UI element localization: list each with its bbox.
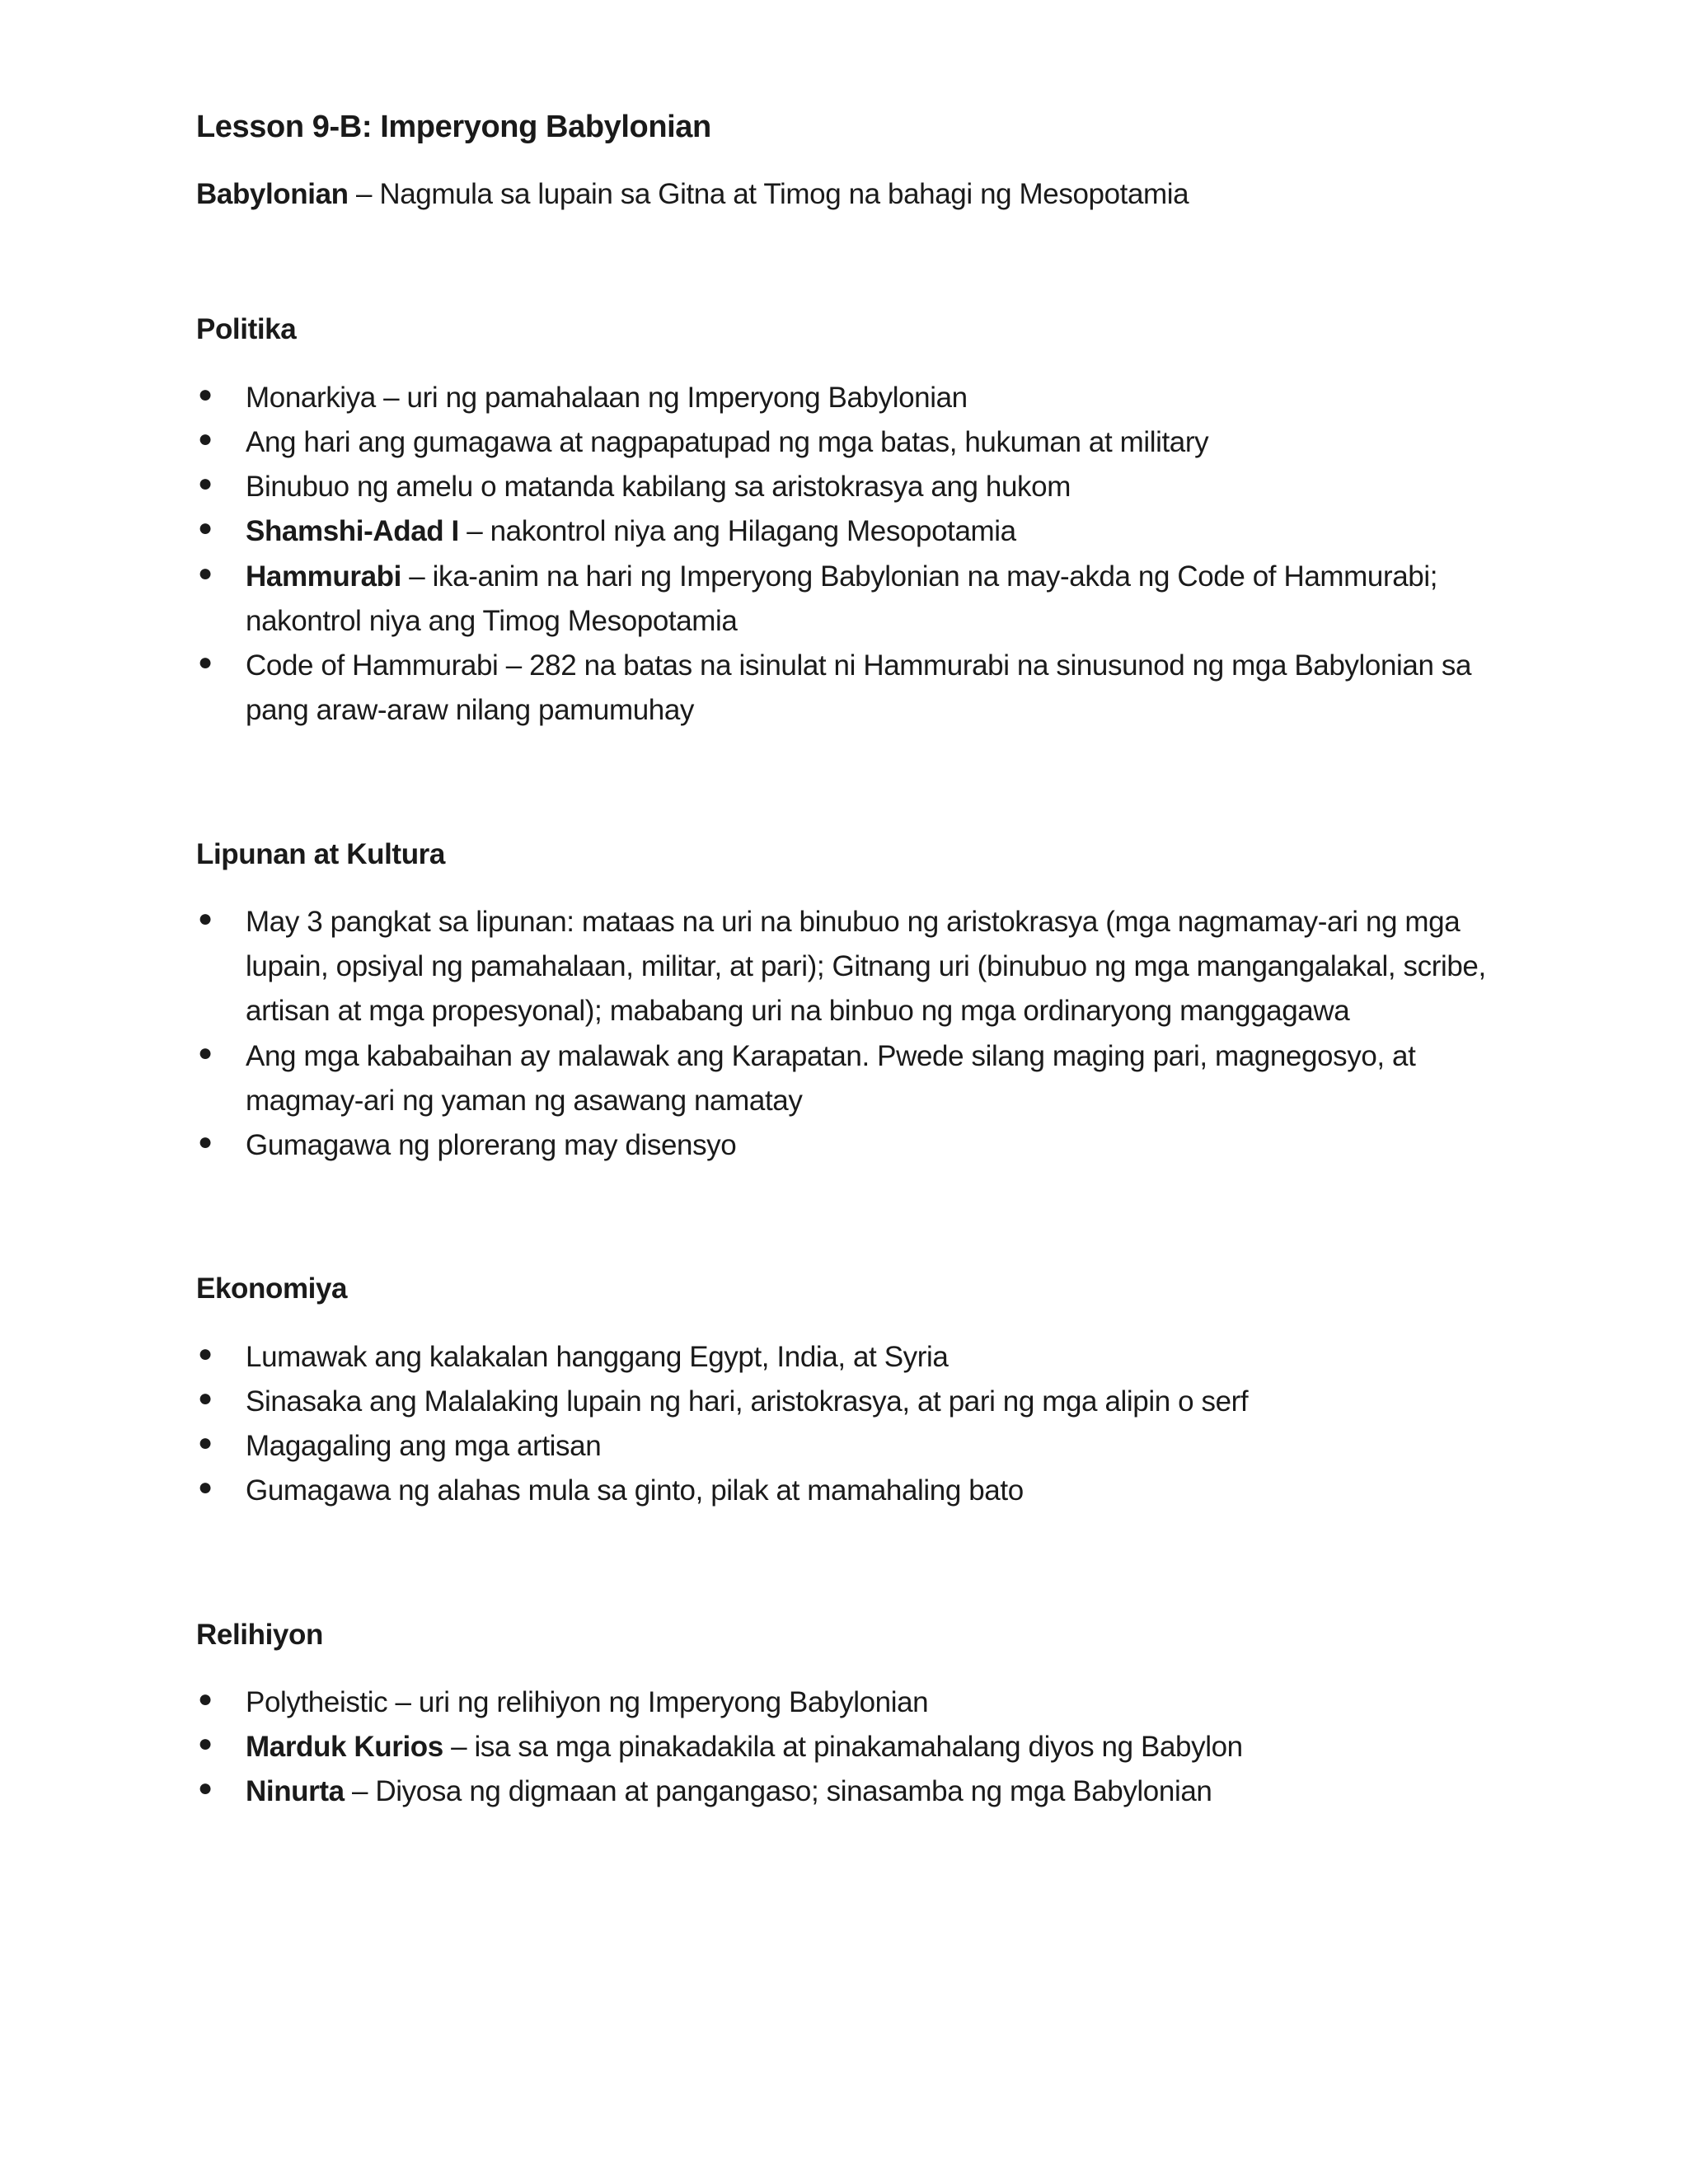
section-heading: Ekonomiya xyxy=(196,1272,348,1305)
item-term: Hammurabi xyxy=(246,560,401,593)
section-heading: Relihiyon xyxy=(196,1618,323,1651)
item-text: Polytheistic – uri ng relihiyon ng Imperyong Babylonian xyxy=(246,1685,929,1718)
item-text: Code of Hammurabi – 282 na batas na isinulat ni Hammurabi na sinusunod ng mga Babylonian sa pang araw-araw nilang pamumuhay xyxy=(246,649,1472,727)
item-text: Monarkiya – uri ng pamahalaan ng Imperyong Babylonian xyxy=(246,381,968,414)
item-text: Sinasaka ang Malalaking lupain ng hari, aristokrasya, at pari ng mga alipin o serf xyxy=(246,1385,1249,1418)
bullet-icon: ● xyxy=(198,1774,213,1802)
list-item xyxy=(196,1680,1507,1725)
bullet-icon: ● xyxy=(198,904,213,932)
bullet-icon: ● xyxy=(198,380,213,408)
bullet-icon: ● xyxy=(198,424,213,452)
list-item xyxy=(196,644,1507,733)
item-text: – ika-anim na hari ng Imperyong Babylonian na may-akda ng Code of Hammurabi; nakontrol niya ang Timog Mesopotamia xyxy=(246,560,1438,637)
item-term: Marduk Kurios xyxy=(246,1731,443,1764)
bullet-icon: ● xyxy=(198,1339,213,1367)
intro-term: Babylonian xyxy=(196,178,349,211)
bullet-icon: ● xyxy=(198,1730,213,1758)
bullet-icon: ● xyxy=(198,1474,213,1502)
intro-definition xyxy=(196,172,1507,217)
list-item xyxy=(196,1469,1507,1513)
list-item xyxy=(196,376,1507,420)
item-text: Binubuo ng amelu o matanda kabilang sa aristokrasya ang hukom xyxy=(246,471,1071,504)
item-term: Ninurta xyxy=(246,1775,345,1808)
bullet-icon: ● xyxy=(198,1429,213,1457)
item-text: – nakontrol niya ang Hilagang Mesopotamia xyxy=(458,515,1016,548)
item-text: Ang hari ang gumagawa at nagpapatupad ng mga batas, hukuman at military xyxy=(246,425,1209,458)
list-item xyxy=(196,555,1507,644)
bullet-icon: ● xyxy=(198,470,213,498)
intro-text: – Nagmula sa lupain sa Gitna at Timog na bahagi ng Mesopotamia xyxy=(348,178,1189,211)
list-item xyxy=(196,1380,1507,1424)
bullet-list xyxy=(196,1335,1507,1514)
list-item xyxy=(196,1335,1507,1380)
bullet-icon: ● xyxy=(198,1128,213,1156)
item-text: – Diyosa ng digmaan at pangangaso; sinasamba ng mga Babylonian xyxy=(344,1775,1212,1808)
item-text: Gumagawa ng alahas mula sa ginto, pilak at mamahaling bato xyxy=(246,1474,1024,1507)
bullet-icon: ● xyxy=(198,559,213,587)
list-item xyxy=(196,465,1507,509)
item-text: Lumawak ang kalakalan hanggang Egypt, India, at Syria xyxy=(246,1340,949,1373)
bullet-icon: ● xyxy=(198,1685,213,1713)
bullet-icon: ● xyxy=(198,649,213,677)
item-text: Gumagawa ng plorerang may disensyo xyxy=(246,1129,737,1162)
section-heading: Politika xyxy=(196,313,297,346)
item-text: – isa sa mga pinakadakila at pinakamahalang diyos ng Babylon xyxy=(443,1731,1243,1764)
list-item xyxy=(196,900,1507,1034)
document-page xyxy=(196,105,1507,1914)
list-item xyxy=(196,420,1507,465)
bullet-list xyxy=(196,376,1507,733)
bullet-list xyxy=(196,1680,1507,1815)
bullet-icon: ● xyxy=(198,1038,213,1066)
lesson-title: Lesson 9-B: Imperyong Babylonian xyxy=(196,110,711,144)
item-text: Magagaling ang mga artisan xyxy=(246,1430,602,1463)
section-heading: Lipunan at Kultura xyxy=(196,837,445,870)
item-text: Ang mga kababaihan ay malawak ang Karapatan. Pwede silang maging pari, magnegosyo, at magmay-ari ng yaman ng asawang namatay xyxy=(246,1039,1416,1117)
list-item xyxy=(196,1769,1507,1814)
sections-container xyxy=(196,307,1507,1814)
bullet-icon: ● xyxy=(198,514,213,542)
item-text: May 3 pangkat sa lipunan: mataas na uri na binubuo ng aristokrasya (mga nagmamay-ari ng mga lupain, opsiyal ng pamahalaan, militar, at pari); Gitnang uri (binubuo ng mga mangangalakal, scribe, artisan at mga propesyonal); mababang uri na binbuo ng mga ordinaryong manggagawa xyxy=(246,905,1486,1028)
list-item xyxy=(196,509,1507,554)
list-item xyxy=(196,1034,1507,1124)
bullet-list xyxy=(196,900,1507,1169)
bullet-icon: ● xyxy=(198,1384,213,1412)
list-item xyxy=(196,1123,1507,1168)
list-item xyxy=(196,1424,1507,1469)
item-term: Shamshi-Adad I xyxy=(246,515,459,548)
list-item xyxy=(196,1725,1507,1769)
